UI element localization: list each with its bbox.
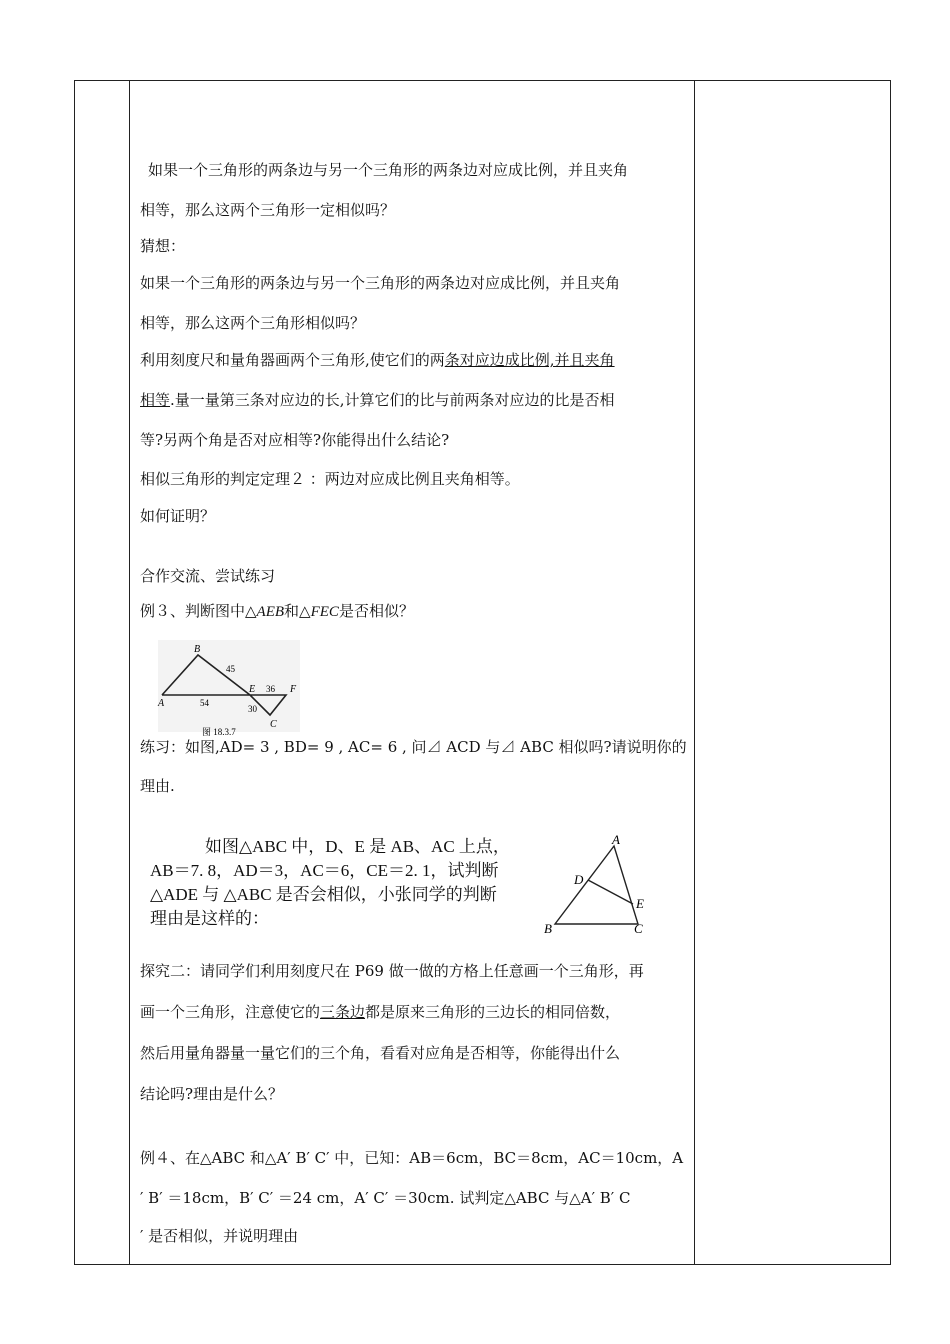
vertex-label-D: D [574, 872, 584, 887]
length-label-AE: 54 [200, 698, 209, 708]
quoted-line: 理由是这样的： [150, 909, 269, 928]
exercise-line: 练习：如图,AD= 3 , BD= 9 , AC= 6 , 问⊿ ACD 与⊿ ABC 相似吗?请说明你的 [140, 738, 687, 756]
guess-line: 相等，那么这两个三角形相似吗？ [140, 314, 366, 332]
exercise-line: 理由. [140, 777, 175, 795]
vertex-label-B: B [544, 921, 552, 936]
figure-18-3-7 [150, 640, 310, 744]
column-divider-right [694, 80, 695, 1265]
explore2-line: 然后用量角器量一量它们的三个角，看看对应角是否相等，你能得出什么 [140, 1044, 621, 1062]
vertex-label-C: C [270, 719, 277, 730]
question-line: 相等，那么这两个三角形一定相似吗？ [140, 201, 396, 219]
section-heading: 合作交流、尝试练习 [140, 567, 276, 585]
quoted-problem [150, 835, 550, 931]
drawing-instruction: 相等.量一量第三条对应边的长,计算它们的比与前两条对应边的比是否相 [140, 391, 615, 409]
vertex-label-E: E [249, 684, 256, 695]
guess-label: 猜想： [140, 237, 186, 255]
vertex-label-F: F [290, 684, 297, 695]
figure-caption: 图 18.3.7 [202, 727, 236, 737]
example4-line: 例４、在△ABC 和△A′ B′ C′ 中，已知：AB＝6cm，BC＝8cm，AC＝10cm，A [140, 1149, 684, 1167]
guess-line: 如果一个三角形的两条边与另一个三角形的两条边对应成比例，并且夹角 [140, 274, 621, 292]
question-line: 如果一个三角形的两条边与另一个三角形的两条边对应成比例，并且夹角 [148, 161, 629, 179]
explore2-line: 结论吗?理由是什么？ [140, 1085, 284, 1103]
vertex-label-E: E [636, 896, 644, 911]
vertex-label-B: B [194, 644, 201, 655]
drawing-instruction: 等?另两个角是否对应相等?你能得出什么结论? [140, 431, 450, 449]
vertex-label-A: A [612, 834, 620, 847]
explore2-line: 探究二：请同学们利用刻度尺在 P69 做一做的方格上任意画一个三角形，再 [140, 962, 644, 980]
vertex-label-A: A [158, 698, 165, 709]
example4-line: ′ B′ ＝18cm，B′ C′ ＝24 cm，A′ C′ ＝30cm. 试判定△ABC 与△A′ B′ C [140, 1189, 631, 1207]
length-label-BE: 45 [226, 664, 235, 674]
quoted-line: 如图△ABC 中，D、E 是 AB、AC 上点， [205, 837, 510, 856]
quoted-line: AB＝7. 8，AD＝3，AC＝6，CE＝2. 1，试判断 [150, 861, 499, 880]
column-divider-left [129, 80, 130, 1265]
example4-line: ′ 是否相似，并说明理由 [140, 1227, 299, 1245]
vertex-label-C: C [634, 921, 643, 936]
length-label-EC: 30 [248, 704, 257, 714]
quoted-line: △ADE 与 △ABC 是否会相似，小张同学的判断 [150, 885, 497, 904]
length-label-EF: 36 [266, 684, 275, 694]
prove-question: 如何证明？ [140, 507, 216, 525]
theorem-statement: 相似三角形的判定定理２ ：两边对应成比例且夹角相等。 [140, 470, 520, 488]
explore2-line: 画一个三角形，注意使它的三条边都是原来三角形的三边长的相同倍数， [140, 1003, 621, 1021]
drawing-instruction: 利用刻度尺和量角器画两个三角形,使它们的两条对应边成比例,并且夹角 [140, 351, 615, 369]
example3-prompt: 例３、判断图中△AEB和△FEC是否相似？ [140, 602, 414, 620]
triangle-abc-figure [540, 834, 660, 943]
